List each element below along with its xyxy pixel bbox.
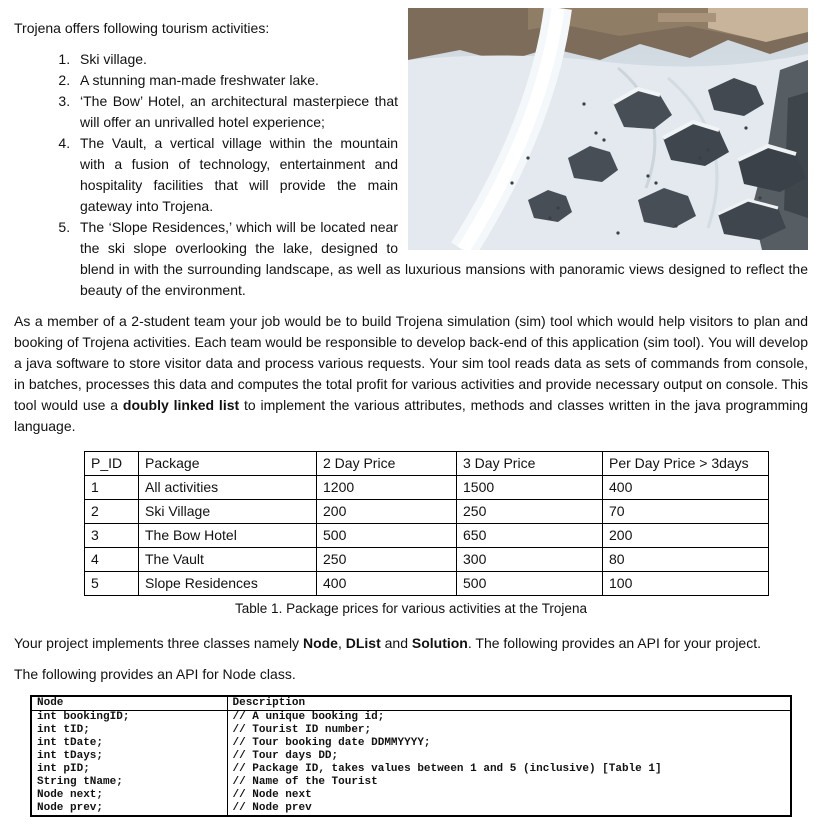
api-row	[31, 737, 791, 750]
cell: 100	[603, 572, 769, 596]
paragraph-text: ,	[337, 635, 346, 651]
cell: 650	[457, 524, 603, 548]
cell: 400	[317, 572, 457, 596]
classes-paragraph	[14, 633, 808, 654]
table-row	[85, 524, 769, 548]
api-comment: // Tourist ID number;	[227, 724, 791, 737]
table-header-row	[85, 452, 769, 476]
activity-item-4: 4. The Vault, a vertical village within the mountain with a fusion of technology, entertainment and hospitality facilities that will provide the main gateway into Trojena.	[74, 133, 808, 217]
api-field: Node next;	[37, 789, 104, 801]
package-price-table	[84, 451, 769, 596]
header-package: Package	[139, 452, 317, 476]
api-comment: // Node next	[227, 789, 791, 802]
cell: 200	[603, 524, 769, 548]
cell: 2	[85, 500, 139, 524]
cell: 1200	[317, 476, 457, 500]
activity-item-5: 5. The ‘Slope Residences,’ which will be located near the ski slope overlooking the lake, designed to blend in with the surrounding landscape, as well as luxurious mansions with panoramic views designed to reflect the beauty of the environment.	[74, 217, 808, 301]
api-comment: // Tour booking date DDMMYYYY;	[227, 737, 791, 750]
node-api-intro-paragraph: The following provides an API for Node class.	[14, 666, 296, 682]
api-field: int bookingID;	[37, 711, 130, 723]
cell: 3	[85, 524, 139, 548]
api-header-description: Description	[227, 696, 791, 711]
api-row	[31, 802, 791, 816]
cell: 500	[457, 572, 603, 596]
cell: 70	[603, 500, 769, 524]
paragraph-text: Your project implements three classes namely	[14, 635, 303, 651]
cell: The Vault	[139, 548, 317, 572]
api-header-row	[31, 696, 791, 711]
table-caption: Table 1. Package prices for various activities at the Trojena	[235, 601, 587, 616]
api-field: int tID;	[37, 724, 90, 736]
api-field: String tName;	[37, 776, 123, 788]
api-field: Node prev;	[37, 802, 104, 814]
cell: 250	[457, 500, 603, 524]
cell: 80	[603, 548, 769, 572]
api-row	[31, 750, 791, 763]
paragraph-text: As a member of a 2-student team your job would be to build Trojena simulation (sim) tool which would help visitors to plan and booking of Trojena activities. Each team would be responsible to develop back-end of this application (sim tool). You will develop a java software to store visitor data and process various requests. Your sim tool reads data as sets of commands from console, in batches, processes this data and computes the total profit for various activities and provide necessary output on console. This tool would use a	[14, 313, 808, 413]
node-api-table	[30, 695, 792, 817]
table-row	[85, 548, 769, 572]
api-comment: // A unique booking id;	[227, 711, 791, 725]
cell: 250	[317, 548, 457, 572]
paragraph-text: . The following provides an API for your project.	[467, 635, 761, 651]
cell: 1	[85, 476, 139, 500]
activity-item-1: 1. Ski village.	[74, 49, 808, 70]
api-field: int tDays;	[37, 750, 104, 762]
team-paragraph	[14, 311, 808, 437]
paragraph-text: and	[380, 635, 412, 651]
header-pid: P_ID	[85, 452, 139, 476]
activity-item-2: 2. A stunning man-made freshwater lake.	[74, 70, 808, 91]
activity-item-3: 3. ‘The Bow’ Hotel, an architectural masterpiece that will offer an unrivalled hotel experience;	[74, 91, 808, 133]
api-header-node: Node	[31, 696, 227, 711]
api-comment: // Package ID, takes values between 1 and 5 (inclusive) [Table 1]	[227, 763, 791, 776]
api-comment: // Name of the Tourist	[227, 776, 791, 789]
cell: All activities	[139, 476, 317, 500]
cell: 1500	[457, 476, 603, 500]
cell: Slope Residences	[139, 572, 317, 596]
intro-paragraph: Trojena offers following tourism activities:	[14, 20, 270, 36]
header-perday: Per Day Price > 3days	[603, 452, 769, 476]
ski-resort-image	[408, 8, 808, 250]
header-3day: 3 Day Price	[457, 452, 603, 476]
api-comment: // Node prev	[227, 802, 791, 816]
bold-doubly-linked-list: doubly linked list	[122, 397, 240, 413]
cell: Ski Village	[139, 500, 317, 524]
api-row	[31, 763, 791, 776]
cell: 5	[85, 572, 139, 596]
table-row	[85, 572, 769, 596]
paragraph-text: to implement the various attributes, methods and classes written in the java programming language.	[14, 397, 808, 434]
api-field: int pID;	[37, 763, 90, 775]
api-row	[31, 711, 791, 725]
cell: 400	[603, 476, 769, 500]
cell: 300	[457, 548, 603, 572]
header-2day: 2 Day Price	[317, 452, 457, 476]
trojena-ski-resort-photo	[408, 8, 808, 250]
bold-solution: Solution	[411, 635, 468, 651]
cell: 500	[317, 524, 457, 548]
api-row	[31, 776, 791, 789]
api-comment: // Tour days DD;	[227, 750, 791, 763]
table-row	[85, 476, 769, 500]
api-row	[31, 724, 791, 737]
cell: The Bow Hotel	[139, 524, 317, 548]
api-field: int tDate;	[37, 737, 104, 749]
api-row	[31, 789, 791, 802]
cell: 200	[317, 500, 457, 524]
cell: 4	[85, 548, 139, 572]
bold-node: Node	[302, 635, 338, 651]
bold-dlist: DList	[345, 635, 381, 651]
table-row	[85, 500, 769, 524]
